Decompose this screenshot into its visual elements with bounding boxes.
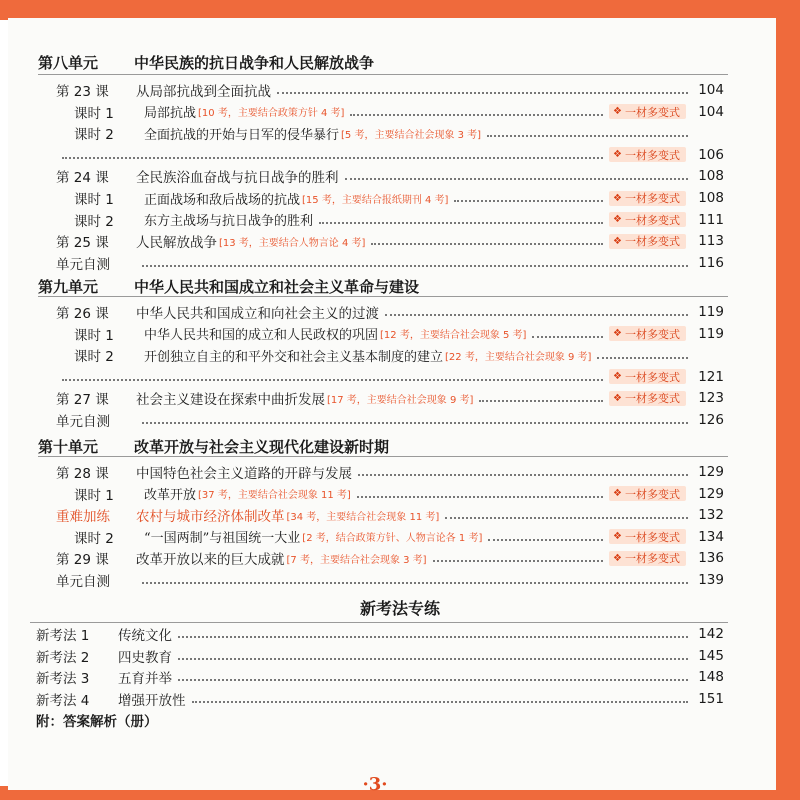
toc-lesson-row[interactable] — [56, 388, 724, 408]
toc-label: 课时 1 — [74, 487, 114, 504]
toc-label: 新考法 1 — [36, 628, 90, 644]
page-number-ref: 134 — [698, 528, 724, 545]
toc-title: 社会主义建设在探索中曲折发展 — [136, 392, 325, 409]
page-number-ref: 142 — [698, 626, 724, 642]
leader-dots — [319, 222, 603, 224]
toc-period-row[interactable] — [74, 527, 724, 547]
badge-label: 一材多变式 — [625, 105, 680, 119]
page-number-ref: 119 — [698, 304, 724, 320]
toc-lesson-row[interactable] — [56, 302, 724, 322]
page-number-ref: 108 — [698, 168, 724, 185]
toc-title: 传统文化 — [118, 628, 172, 644]
unit-title — [38, 276, 419, 296]
toc-label: 单元自测 — [56, 256, 110, 273]
leader-dots — [433, 560, 603, 562]
badge-label: 一材多变式 — [625, 192, 680, 205]
toc-lesson-row[interactable] — [56, 80, 724, 100]
toc-title: 人民解放战争 — [136, 235, 217, 252]
badge-label: 一材多变式 — [625, 148, 680, 162]
special-row[interactable] — [36, 689, 724, 709]
special-row[interactable] — [36, 667, 724, 687]
toc-lesson-row[interactable] — [56, 253, 724, 273]
unit-title — [38, 436, 389, 456]
unit-label: 第九单元 — [38, 277, 99, 296]
toc-lesson-row[interactable] — [56, 166, 724, 186]
page-number-ref: 132 — [698, 507, 724, 524]
appendix-line: 附：答案解析（册） — [36, 714, 158, 730]
toc-note: [12 考，主要结合社会现象 5 考] — [380, 330, 527, 342]
special-section-title: 新考法专练 — [359, 599, 440, 618]
unit-separator — [38, 74, 728, 75]
variant-badge[interactable] — [609, 551, 686, 566]
toc-title: 改革开放以来的巨大成就 — [136, 552, 285, 569]
toc-label: 第 28 课 — [56, 466, 109, 482]
leader-dots — [357, 496, 603, 498]
leader-dots — [62, 379, 603, 381]
unit-title-text: 改革开放与社会主义现代化建设新时期 — [134, 437, 390, 456]
variant-badge[interactable] — [609, 212, 686, 227]
leader-dots — [358, 474, 688, 476]
share-icon: ❖ — [613, 488, 622, 500]
leader-dots — [142, 422, 688, 424]
unit-label: 第八单元 — [38, 53, 99, 72]
toc-note: [10 考，主要结合政策方针 4 考] — [198, 108, 345, 120]
toc-label: 单元自测 — [56, 414, 110, 430]
share-icon: ❖ — [613, 149, 622, 161]
toc-label: 第 23 课 — [56, 84, 109, 100]
variant-badge[interactable] — [609, 234, 686, 249]
page-number-ref: 139 — [698, 572, 724, 588]
toc-title: 正面战场和敌后战场的抗战 — [144, 192, 301, 208]
leader-dots — [345, 178, 689, 180]
share-icon: ❖ — [613, 392, 622, 404]
toc-title: 开创独立自主的和平外交和社会主义基本制度的建立 — [144, 349, 444, 365]
toc-label: 重难加练 — [56, 509, 110, 526]
share-icon: ❖ — [613, 235, 622, 247]
toc-period-row[interactable] — [74, 345, 724, 365]
variant-badge[interactable] — [609, 191, 686, 206]
variant-badge[interactable] — [609, 391, 686, 406]
share-icon: ❖ — [613, 214, 622, 226]
variant-badge[interactable] — [609, 529, 686, 544]
leader-dots — [277, 92, 688, 94]
badge-label: 一材多变式 — [625, 235, 680, 249]
unit-title — [38, 52, 374, 72]
leader-dots — [532, 336, 603, 338]
toc-label: 单元自测 — [56, 574, 110, 590]
variant-badge[interactable] — [609, 104, 686, 119]
toc-title: 中华人民共和国的成立和人民政权的巩固 — [144, 328, 379, 344]
toc-label: 第 25 课 — [56, 235, 109, 252]
toc-label: 课时 2 — [74, 530, 114, 547]
leader-dots — [597, 357, 688, 359]
unit-title-text: 中华人民共和国成立和社会主义革命与建设 — [134, 277, 420, 296]
page-number-ref: 126 — [698, 412, 724, 428]
toc-lesson-row[interactable] — [56, 145, 724, 165]
badge-label: 一材多变式 — [625, 552, 680, 566]
page-number-ref: 116 — [698, 254, 724, 271]
leader-dots — [445, 517, 688, 519]
leader-dots — [178, 658, 688, 660]
special-row[interactable] — [36, 646, 724, 666]
toc-title: 改革开放 — [144, 488, 197, 504]
toc-label: 第 24 课 — [56, 170, 109, 187]
variant-badge[interactable] — [609, 486, 686, 501]
toc-title: 全面抗战的开始与日军的侵华暴行 — [144, 127, 340, 143]
page-number: ·3· — [362, 774, 388, 795]
toc-note: [7 考，主要结合社会现象 3 考] — [286, 554, 427, 566]
toc-period-row[interactable] — [74, 484, 724, 504]
variant-badge[interactable] — [609, 369, 686, 384]
toc-lesson-row[interactable] — [56, 231, 724, 251]
toc-label: 课时 2 — [74, 127, 114, 144]
badge-label: 一材多变式 — [625, 213, 680, 227]
leader-dots — [350, 114, 603, 116]
page-number-ref: 145 — [698, 647, 724, 664]
page-number-ref: 111 — [698, 211, 724, 228]
leader-dots — [192, 701, 689, 703]
toc-note: [15 考，主要结合报纸期刊 4 考] — [302, 194, 449, 206]
leader-dots — [142, 582, 688, 584]
toc-title: 全民族浴血奋战与抗日战争的胜利 — [136, 170, 339, 187]
toc-label: 课时 1 — [74, 327, 114, 344]
leader-dots — [454, 200, 603, 202]
toc-lesson-row[interactable] — [56, 462, 724, 482]
toc-note: [22 考，主要结合社会现象 9 考] — [445, 351, 592, 363]
share-icon: ❖ — [613, 192, 622, 204]
toc-lesson-row[interactable] — [56, 548, 724, 568]
page-number-ref: 113 — [698, 233, 724, 250]
toc-note: [17 考，主要结合社会现象 9 考] — [327, 394, 474, 406]
toc-note: [34 考，主要结合社会现象 11 考] — [286, 511, 440, 523]
toc-label: 第 27 课 — [56, 392, 109, 409]
share-icon: ❖ — [613, 328, 622, 340]
badge-label: 一材多变式 — [625, 487, 680, 501]
leader-dots — [371, 243, 603, 245]
unit-label: 第十单元 — [38, 437, 99, 456]
toc-title: 农村与城市经济体制改革 — [136, 509, 285, 526]
toc-title: 增强开放性 — [118, 692, 186, 709]
toc-note: [37 考，主要结合社会现象 11 考] — [198, 490, 351, 502]
special-row[interactable] — [36, 624, 724, 644]
toc-lesson-row[interactable] — [56, 410, 724, 430]
toc-title: 从局部抗战到全面抗战 — [136, 84, 271, 100]
share-icon: ❖ — [613, 531, 622, 543]
toc-label: 新考法 4 — [36, 692, 90, 709]
page-number-ref: 104 — [698, 82, 724, 98]
toc-note: [13 考，主要结合人物言论 4 考] — [219, 237, 366, 249]
leader-dots — [488, 539, 603, 541]
leader-dots — [62, 157, 603, 159]
toc-title: 局部抗战 — [144, 106, 197, 122]
toc-title: 中国特色社会主义道路的开辟与发展 — [136, 466, 352, 482]
toc-label: 第 26 课 — [56, 306, 109, 322]
toc-title: 四史教育 — [118, 649, 172, 666]
page-number-ref: 151 — [698, 690, 724, 707]
toc-period-row[interactable] — [74, 188, 724, 208]
leader-dots — [385, 314, 688, 316]
share-icon: ❖ — [613, 106, 622, 118]
toc-note: [2 考，结合政策方针、人物言论各 1 考] — [302, 533, 483, 545]
page-number-ref: 148 — [698, 669, 724, 686]
toc-label: 新考法 2 — [36, 649, 90, 666]
toc-label: 课时 1 — [74, 105, 114, 122]
unit-title-text: 中华民族的抗日战争和人民解放战争 — [134, 53, 375, 72]
toc-title: 五育并举 — [118, 671, 172, 688]
toc-title: “一国两制”与祖国统一大业 — [144, 531, 301, 547]
page-number-ref: 121 — [698, 368, 724, 385]
variant-badge[interactable] — [609, 147, 686, 162]
toc-label: 课时 2 — [74, 349, 114, 366]
toc-period-row[interactable] — [74, 102, 724, 122]
badge-label: 一材多变式 — [625, 392, 680, 406]
toc-period-row[interactable] — [74, 210, 724, 230]
page-number-ref: 129 — [698, 464, 724, 480]
badge-label: 一材多变式 — [625, 530, 680, 544]
page-number-ref: 104 — [698, 103, 724, 120]
orange-frame-right — [776, 0, 800, 800]
page-number-ref: 119 — [698, 325, 724, 342]
variant-badge[interactable] — [609, 326, 686, 341]
page-number-ref: 108 — [698, 190, 724, 206]
leader-dots — [178, 636, 688, 638]
page-number-ref: 123 — [698, 390, 724, 407]
badge-label: 一材多变式 — [625, 327, 680, 341]
toc-note: [5 考，主要结合社会现象 3 考] — [341, 129, 482, 141]
toc-period-row[interactable] — [74, 324, 724, 344]
toc-lesson-row[interactable] — [56, 570, 724, 590]
toc-lesson-row[interactable] — [56, 367, 724, 387]
page-number-ref: 129 — [698, 485, 724, 502]
toc-label: 课时 1 — [74, 192, 114, 208]
share-icon: ❖ — [613, 371, 622, 383]
leader-dots — [178, 679, 688, 681]
toc-label: 新考法 3 — [36, 671, 90, 688]
leader-dots — [487, 135, 688, 137]
special-separator — [30, 622, 728, 623]
badge-label: 一材多变式 — [625, 370, 680, 384]
page-number-ref: 136 — [698, 550, 724, 567]
page-number-ref: 106 — [698, 146, 724, 163]
toc-label: 第 29 课 — [56, 552, 109, 569]
toc-period-row[interactable] — [74, 123, 724, 143]
toc-label: 课时 2 — [74, 213, 114, 230]
toc-title: 中华人民共和国成立和向社会主义的过渡 — [136, 306, 379, 322]
toc-lesson-row[interactable] — [56, 505, 724, 525]
orange-frame-top — [0, 0, 800, 20]
toc-title: 东方主战场与抗日战争的胜利 — [144, 214, 314, 230]
share-icon: ❖ — [613, 552, 622, 564]
leader-dots — [142, 265, 688, 267]
leader-dots — [479, 400, 603, 402]
